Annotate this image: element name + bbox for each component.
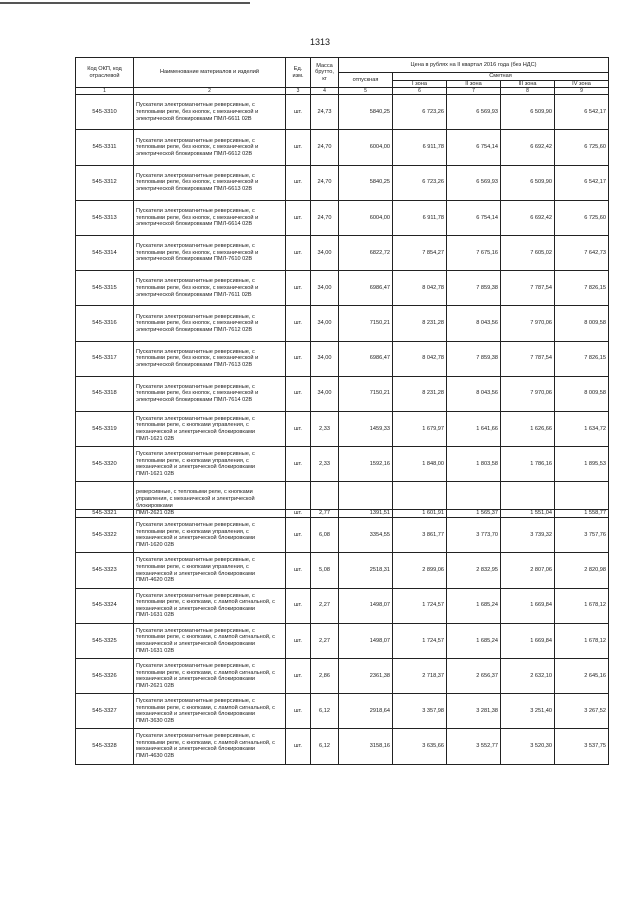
table-row: [76, 588, 609, 623]
item-name: Пускатели электромагнитные реверсивные, с тепловыми реле, с кнопками управления, с механической и электрической блокировками ПМЛ-1620 02В: [134, 518, 286, 553]
item-code: 545-3316: [76, 306, 134, 341]
col-number: 9: [555, 88, 609, 95]
item-name: ПМЛ-2621 02В: [134, 510, 286, 518]
price-zone2: 1 641,66: [447, 411, 501, 446]
item-unit: шт.: [286, 165, 311, 200]
item-code: 545-3319: [76, 411, 134, 446]
price-release: [339, 482, 393, 510]
table-row: [76, 729, 609, 764]
item-mass: 34,00: [311, 341, 339, 376]
item-unit: шт.: [286, 235, 311, 270]
price-zone3: 3 251,40: [501, 694, 555, 729]
table-row: [76, 623, 609, 658]
item-mass: 34,00: [311, 235, 339, 270]
price-zone3: 1 786,16: [501, 447, 555, 482]
col-number: 6: [393, 88, 447, 95]
price-zone1: 6 723,26: [393, 95, 447, 130]
item-unit: шт.: [286, 341, 311, 376]
price-zone3: 1 669,84: [501, 588, 555, 623]
item-code: 545-3313: [76, 200, 134, 235]
price-release: 2361,38: [339, 659, 393, 694]
item-code: 545-3318: [76, 376, 134, 411]
item-unit: шт.: [286, 447, 311, 482]
price-release: 6986,47: [339, 341, 393, 376]
price-zone1: 8 042,78: [393, 271, 447, 306]
price-release: 2518,31: [339, 553, 393, 588]
price-zone3: 7 605,02: [501, 235, 555, 270]
table-row: [76, 694, 609, 729]
price-zone2: 7 859,38: [447, 271, 501, 306]
item-unit: шт.: [286, 623, 311, 658]
col-number: 8: [501, 88, 555, 95]
price-zone2: 3 281,38: [447, 694, 501, 729]
price-release: 1498,07: [339, 623, 393, 658]
col-number: 2: [134, 88, 286, 95]
price-zone3: 3 739,32: [501, 518, 555, 553]
item-code: 545-3310: [76, 95, 134, 130]
price-zone4: 7 826,15: [555, 341, 609, 376]
item-name: Пускатели электромагнитные реверсивные, с тепловыми реле, с кнопками, с лампой сигнальной, с механической и электрической блокировками ПМЛ-1631 02В: [134, 588, 286, 623]
table-row: [76, 659, 609, 694]
price-release: 1498,07: [339, 588, 393, 623]
price-zone3: 6 692,42: [501, 200, 555, 235]
table-row: [76, 447, 609, 482]
item-name: Пускатели электромагнитные реверсивные, с тепловыми реле, с кнопками, с лампой сигнальной, с механической и электрической блокировками ПМЛ-4630 02В: [134, 729, 286, 764]
price-zone3: 1 626,66: [501, 411, 555, 446]
table-row: [76, 510, 609, 518]
item-mass: [311, 482, 339, 510]
price-zone4: 6 542,17: [555, 95, 609, 130]
table-row: [76, 376, 609, 411]
item-code: 545-3311: [76, 130, 134, 165]
price-zone4: 1 678,12: [555, 588, 609, 623]
price-release: 6986,47: [339, 271, 393, 306]
price-zone4: 3 267,52: [555, 694, 609, 729]
table-row-continuation: [76, 482, 609, 510]
header-zone4: IV зона: [555, 80, 609, 88]
item-mass: 6,08: [311, 518, 339, 553]
table-row: [76, 271, 609, 306]
price-release: 5840,25: [339, 95, 393, 130]
price-zone1: 8 042,78: [393, 341, 447, 376]
item-unit: шт.: [286, 271, 311, 306]
item-name: Пускатели электромагнитные реверсивные, с тепловыми реле, без кнопок, с механической и электрической блокировками ПМЛ-7611 02В: [134, 271, 286, 306]
price-zone1: 6 911,78: [393, 200, 447, 235]
col-number: 4: [311, 88, 339, 95]
header-name: Наименование материалов и изделий: [134, 58, 286, 88]
price-zone1: 3 861,77: [393, 518, 447, 553]
price-zone1: 8 231,28: [393, 306, 447, 341]
price-zone1: [393, 482, 447, 510]
price-zone4: 1 678,12: [555, 623, 609, 658]
col-number: 5: [339, 88, 393, 95]
price-zone2: 8 043,56: [447, 306, 501, 341]
price-zone1: 2 899,06: [393, 553, 447, 588]
item-unit: шт.: [286, 729, 311, 764]
price-zone4: 6 725,60: [555, 130, 609, 165]
table-row: [76, 553, 609, 588]
price-table: [75, 57, 609, 765]
item-name: Пускатели электромагнитные реверсивные, с тепловыми реле, без кнопок, с механической и электрической блокировками ПМЛ-7614 02В: [134, 376, 286, 411]
price-zone2: 1 685,24: [447, 588, 501, 623]
price-zone1: 1 724,57: [393, 623, 447, 658]
price-zone1: 3 357,98: [393, 694, 447, 729]
col-number: 1: [76, 88, 134, 95]
page-number: 1313: [309, 37, 331, 47]
item-unit: шт.: [286, 200, 311, 235]
price-release: 6004,00: [339, 130, 393, 165]
price-zone1: 6 911,78: [393, 130, 447, 165]
item-code: 545-3328: [76, 729, 134, 764]
price-zone2: 2 656,37: [447, 659, 501, 694]
price-zone1: 1 679,97: [393, 411, 447, 446]
item-name: Пускатели электромагнитные реверсивные, с тепловыми реле, с кнопками управления, с механической и электрической блокировками ПМЛ-1621 02В: [134, 411, 286, 446]
item-code: 545-3323: [76, 553, 134, 588]
price-release: 5840,25: [339, 165, 393, 200]
item-unit: шт.: [286, 510, 311, 518]
item-name: Пускатели электромагнитные реверсивные, с тепловыми реле, без кнопок, с механической и электрической блокировками ПМЛ-6613 02В: [134, 165, 286, 200]
item-mass: 34,00: [311, 271, 339, 306]
price-zone2: 3 773,70: [447, 518, 501, 553]
price-zone2: 8 043,56: [447, 376, 501, 411]
price-zone3: 6 692,42: [501, 130, 555, 165]
item-unit: шт.: [286, 376, 311, 411]
header-zone1: I зона: [393, 80, 447, 88]
price-zone1: 7 854,27: [393, 235, 447, 270]
price-zone4: 1 895,53: [555, 447, 609, 482]
item-name: Пускатели электромагнитные реверсивные, с тепловыми реле, с кнопками, с лампой сигнальной, с механической и электрической блокировками ПМЛ-3630 02В: [134, 694, 286, 729]
col-number: 7: [447, 88, 501, 95]
item-mass: 2,77: [311, 510, 339, 518]
item-name: Пускатели электромагнитные реверсивные, с тепловыми реле, с кнопками, с лампой сигнальной, с механической и электрической блокировками ПМЛ-1631 02В: [134, 623, 286, 658]
item-unit: шт.: [286, 130, 311, 165]
price-zone1: 1 848,00: [393, 447, 447, 482]
item-code: 545-3321: [76, 510, 134, 518]
item-code: 545-3314: [76, 235, 134, 270]
price-zone1: 1 601,91: [393, 510, 447, 518]
item-name: Пускатели электромагнитные реверсивные, с тепловыми реле, без кнопок, с механической и электрической блокировками ПМЛ-7612 02В: [134, 306, 286, 341]
price-zone4: 2 820,98: [555, 553, 609, 588]
price-zone3: 6 509,90: [501, 95, 555, 130]
price-zone1: 3 635,66: [393, 729, 447, 764]
item-mass: 34,00: [311, 376, 339, 411]
price-zone4: 1 634,72: [555, 411, 609, 446]
price-zone2: 1 565,37: [447, 510, 501, 518]
item-name: Пускатели электромагнитные реверсивные, с тепловыми реле, без кнопок, с механической и электрической блокировками ПМЛ-6611 02В: [134, 95, 286, 130]
price-zone4: 7 642,73: [555, 235, 609, 270]
table-row: [76, 95, 609, 130]
top-rule: [0, 2, 250, 4]
header-unit: Ед. изм.: [286, 58, 311, 88]
table-row: [76, 306, 609, 341]
item-unit: шт.: [286, 553, 311, 588]
price-zone3: 2 632,10: [501, 659, 555, 694]
price-zone1: 8 231,28: [393, 376, 447, 411]
price-zone2: 1 803,58: [447, 447, 501, 482]
price-zone2: 6 569,93: [447, 95, 501, 130]
item-unit: шт.: [286, 518, 311, 553]
header-release: отпускная: [339, 73, 393, 88]
item-mass: 24,70: [311, 200, 339, 235]
price-release: 6822,72: [339, 235, 393, 270]
price-zone4: 8 009,58: [555, 376, 609, 411]
price-zone3: 6 509,90: [501, 165, 555, 200]
table-row: [76, 165, 609, 200]
item-mass: 2,33: [311, 411, 339, 446]
price-zone4: 6 542,17: [555, 165, 609, 200]
price-release: 1592,16: [339, 447, 393, 482]
table-row: [76, 130, 609, 165]
table-row: [76, 341, 609, 376]
item-mass: 2,33: [311, 447, 339, 482]
price-zone4: 1 558,77: [555, 510, 609, 518]
item-name: Пускатели электромагнитные реверсивные, с тепловыми реле, с кнопками, с лампой сигнальной, с механической и электрической блокировками ПМЛ-2621 02В: [134, 659, 286, 694]
price-zone3: [501, 482, 555, 510]
price-zone3: 7 970,06: [501, 306, 555, 341]
header-estimate: Сметная: [393, 73, 609, 81]
price-zone2: 7 859,38: [447, 341, 501, 376]
item-name: Пускатели электромагнитные реверсивные, с тепловыми реле, без кнопок, с механической и электрической блокировками ПМЛ-6612 02В: [134, 130, 286, 165]
header-zone2: II зона: [447, 80, 501, 88]
price-zone2: 3 552,77: [447, 729, 501, 764]
item-code: 545-3317: [76, 341, 134, 376]
table-row: [76, 235, 609, 270]
price-release: 7150,21: [339, 376, 393, 411]
price-zone1: 2 718,37: [393, 659, 447, 694]
price-release: 1459,33: [339, 411, 393, 446]
item-mass: 24,73: [311, 95, 339, 130]
item-code: 545-3326: [76, 659, 134, 694]
item-code: 545-3327: [76, 694, 134, 729]
col-number: 3: [286, 88, 311, 95]
header-mass: Масса брутто, кг: [311, 58, 339, 88]
item-unit: шт.: [286, 411, 311, 446]
item-mass: 6,12: [311, 729, 339, 764]
price-zone2: 6 754,14: [447, 200, 501, 235]
item-mass: 2,86: [311, 659, 339, 694]
price-release: 2918,64: [339, 694, 393, 729]
price-zone3: 7 970,06: [501, 376, 555, 411]
item-code: 545-3315: [76, 271, 134, 306]
item-mass: 5,08: [311, 553, 339, 588]
price-zone2: 2 832,95: [447, 553, 501, 588]
item-name: Пускатели электромагнитные реверсивные, с тепловыми реле, с кнопками управления, с механической и электрической блокировками ПМЛ-4620 02В: [134, 553, 286, 588]
item-mass: 34,00: [311, 306, 339, 341]
price-release: 3158,16: [339, 729, 393, 764]
price-zone4: [555, 482, 609, 510]
item-mass: 2,27: [311, 588, 339, 623]
price-zone1: 6 723,26: [393, 165, 447, 200]
price-zone4: 3 757,76: [555, 518, 609, 553]
item-unit: [286, 482, 311, 510]
price-zone2: 7 675,16: [447, 235, 501, 270]
price-zone2: [447, 482, 501, 510]
price-zone3: 3 520,30: [501, 729, 555, 764]
item-name: Пускатели электромагнитные реверсивные, с тепловыми реле, без кнопок, с механической и электрической блокировками ПМЛ-7613 02В: [134, 341, 286, 376]
item-mass: 24,70: [311, 130, 339, 165]
header-code: Код ОКП, код отраслевой: [76, 58, 134, 88]
price-zone3: 2 807,06: [501, 553, 555, 588]
item-unit: шт.: [286, 659, 311, 694]
price-zone4: 6 725,60: [555, 200, 609, 235]
price-zone1: 1 724,57: [393, 588, 447, 623]
price-zone3: 7 787,54: [501, 271, 555, 306]
item-code: [76, 482, 134, 510]
price-zone4: 2 645,16: [555, 659, 609, 694]
item-unit: шт.: [286, 588, 311, 623]
header-zone3: III зона: [501, 80, 555, 88]
header-price-title: Цена в рублях на II квартал 2016 года (без НДС): [339, 58, 609, 73]
item-name: Пускатели электромагнитные реверсивные, с тепловыми реле, без кнопок, с механической и электрической блокировками ПМЛ-7610 02В: [134, 235, 286, 270]
item-mass: 24,70: [311, 165, 339, 200]
price-zone4: 3 537,75: [555, 729, 609, 764]
item-name: Пускатели электромагнитные реверсивные, с тепловыми реле, без кнопок, с механической и электрической блокировками ПМЛ-6614 02В: [134, 200, 286, 235]
table-row: [76, 200, 609, 235]
price-release: 7150,21: [339, 306, 393, 341]
price-zone2: 6 569,93: [447, 165, 501, 200]
item-code: 545-3325: [76, 623, 134, 658]
price-zone4: 7 826,15: [555, 271, 609, 306]
price-zone2: 6 754,14: [447, 130, 501, 165]
item-unit: шт.: [286, 306, 311, 341]
item-name: Пускатели электромагнитные реверсивные, с тепловыми реле, с кнопками управления, с механической и электрической блокировками ПМЛ-1621 02В: [134, 447, 286, 482]
table-row: [76, 518, 609, 553]
price-zone2: 1 685,24: [447, 623, 501, 658]
item-code: 545-3322: [76, 518, 134, 553]
price-zone3: 1 669,84: [501, 623, 555, 658]
item-unit: шт.: [286, 694, 311, 729]
item-unit: шт.: [286, 95, 311, 130]
item-mass: 2,27: [311, 623, 339, 658]
price-release: 1391,51: [339, 510, 393, 518]
item-name-pre: реверсивные, с тепловыми реле, с кнопками управления, с механической и электрической блокировками: [134, 482, 286, 510]
table-row: [76, 411, 609, 446]
item-mass: 6,12: [311, 694, 339, 729]
item-code: 545-3312: [76, 165, 134, 200]
price-zone3: 1 551,04: [501, 510, 555, 518]
price-release: 6004,00: [339, 200, 393, 235]
price-zone4: 8 009,58: [555, 306, 609, 341]
column-number-row: [76, 88, 609, 95]
price-zone3: 7 787,54: [501, 341, 555, 376]
price-release: 3354,55: [339, 518, 393, 553]
item-code: 545-3320: [76, 447, 134, 482]
item-code: 545-3324: [76, 588, 134, 623]
